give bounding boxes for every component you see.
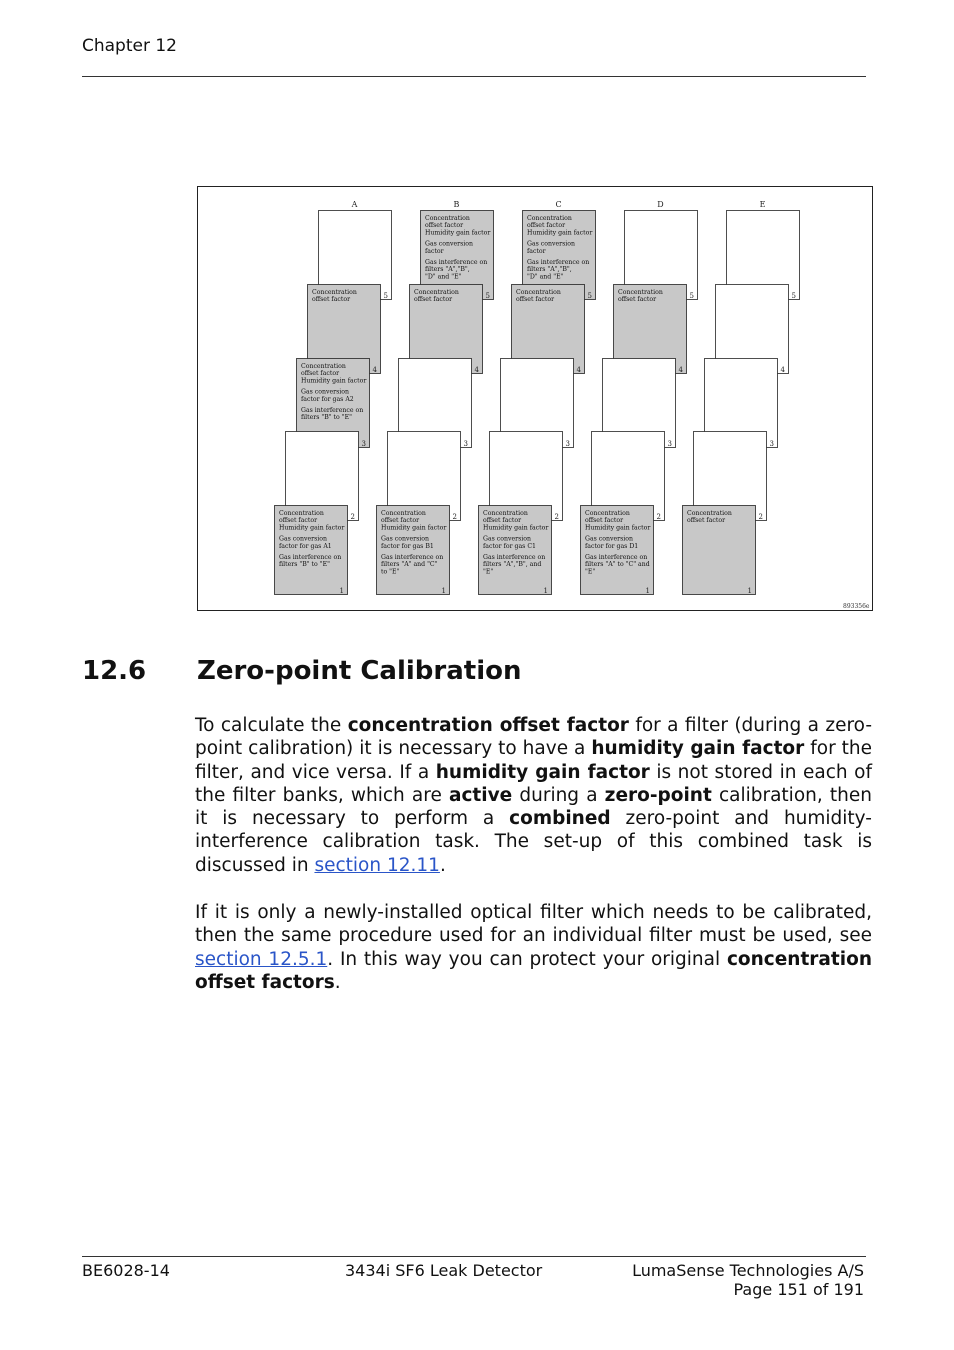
- card-text: offset factor: [381, 517, 420, 525]
- filter-bank-figure: [197, 186, 873, 611]
- card-level-number: 3: [667, 440, 672, 448]
- card-text: Humidity gain factor: [483, 524, 549, 532]
- card-level-number: 3: [769, 440, 774, 448]
- text: . In this way you can protect your original: [327, 948, 727, 970]
- card-text: offset factor: [425, 222, 464, 230]
- card-text: Concentration: [618, 289, 663, 296]
- card-level-number: 5: [587, 292, 592, 300]
- card-text: filters "A","B",: [527, 266, 572, 274]
- card-level-number: 2: [350, 513, 355, 521]
- card-text: offset factor: [483, 517, 522, 525]
- card-level-number: 4: [372, 366, 377, 374]
- card-text: Concentration: [585, 510, 630, 517]
- card-text: factor for gas C1: [483, 542, 536, 550]
- text: for a filter (during a zero-point calibration) it is necessary to have a: [195, 715, 872, 760]
- footer-page: Page 151 of 191: [733, 1280, 864, 1299]
- card-text: offset factor: [527, 222, 566, 230]
- card-text: Humidity gain factor: [279, 524, 345, 532]
- card-text: offset factor: [687, 517, 726, 525]
- card-level-number: 3: [361, 440, 366, 448]
- card-text: Gas conversion: [585, 535, 633, 543]
- card-text: Gas interference on: [381, 554, 444, 561]
- card-level-number: 4: [780, 366, 785, 374]
- card-text: "D" and "E": [527, 273, 564, 281]
- card-text: Concentration: [312, 289, 357, 296]
- card-text: "E": [585, 568, 596, 576]
- card-text: Gas conversion: [279, 535, 327, 543]
- card-level-number: 4: [474, 366, 479, 374]
- card-text: Humidity gain factor: [381, 524, 447, 532]
- paragraph-1: [195, 714, 872, 877]
- card-text: Concentration: [687, 510, 732, 517]
- bold-term: active: [448, 784, 513, 806]
- card-text: Concentration: [381, 510, 426, 517]
- column-label-a: A: [351, 200, 358, 209]
- card-text: filters "B" to "E": [301, 414, 352, 422]
- column-label-b: B: [453, 200, 460, 209]
- card-text: factor: [425, 247, 444, 255]
- card-level-number: 5: [485, 292, 490, 300]
- card-text: Concentration: [425, 215, 470, 222]
- card-text: filters "A" to "C" and: [585, 561, 650, 569]
- text: during a: [512, 784, 605, 806]
- card-text: Concentration: [414, 289, 459, 296]
- card-text: Gas interference on: [425, 259, 488, 266]
- text: calibration, then it is necessary to perform a: [195, 784, 872, 830]
- card-text: Concentration: [527, 215, 572, 222]
- card-level-number: 1: [339, 587, 344, 595]
- card-level-number: 4: [576, 366, 581, 374]
- card-level-number: 1: [747, 587, 752, 595]
- card-text: factor for gas B1: [381, 542, 434, 550]
- column-label-e: E: [759, 200, 766, 209]
- footer-rule: [82, 1256, 866, 1257]
- card-text: Gas interference on: [279, 554, 342, 561]
- card-level-number: 3: [463, 440, 468, 448]
- text: is not stored in each of the filter banks, which are: [195, 761, 872, 806]
- card-text: factor for gas A1: [279, 542, 332, 550]
- header-rule: [82, 76, 866, 77]
- card-text: offset factor: [618, 296, 657, 304]
- card-text: Humidity gain factor: [301, 377, 367, 385]
- text: zero-point and humidity-interference calibration task. The set-up of this combined task is discussed in: [195, 808, 872, 876]
- bold-term: humidity gain factor: [435, 761, 650, 783]
- card-text: Gas conversion: [381, 535, 429, 543]
- text: If it is only a newly-installed optical filter which needs to be calibrated, then the same procedure used for an individual filter must be used, see: [195, 902, 872, 947]
- card-level-number: 4: [678, 366, 683, 374]
- chapter-header: Chapter 12: [82, 36, 178, 56]
- paragraph-2: [195, 901, 872, 994]
- card-text: Gas conversion: [301, 388, 349, 396]
- section-heading: [82, 656, 521, 686]
- bold-term: humidity gain factor: [591, 738, 805, 760]
- bold-term: concentration offset factor: [347, 715, 629, 736]
- text: .: [334, 971, 341, 993]
- column-label-c: C: [555, 200, 562, 209]
- card-text: Gas conversion: [425, 240, 473, 248]
- card-text: filters "A","B", and: [483, 561, 542, 569]
- card-text: factor: [527, 247, 546, 255]
- card-text: filters "A","B",: [425, 266, 470, 274]
- card-level-number: 1: [645, 587, 650, 595]
- card-level-number: 5: [383, 292, 388, 300]
- card-level-number: 2: [554, 513, 559, 521]
- card-level-number: 1: [543, 587, 548, 595]
- footer-doc-id: BE6028-14: [82, 1261, 170, 1280]
- card-text: factor for gas A2: [301, 395, 354, 403]
- section-number: 12.6: [82, 656, 147, 686]
- section-link-12-11[interactable]: section 12.11: [314, 854, 440, 876]
- card-text: offset factor: [301, 370, 340, 378]
- text: To calculate the: [195, 715, 348, 736]
- filter-bank-diagram: [197, 186, 873, 611]
- card-text: Gas conversion: [483, 535, 531, 543]
- card-text: Concentration: [516, 289, 561, 296]
- card-text: filters "A" and "C": [381, 561, 438, 569]
- card-level-number: 1: [441, 587, 446, 595]
- card-text: factor for gas D1: [585, 542, 639, 550]
- card-text: offset factor: [279, 517, 318, 525]
- card-text: offset factor: [585, 517, 624, 525]
- card-level-number: 5: [689, 292, 694, 300]
- card-text: offset factor: [414, 296, 453, 304]
- card-text: Gas interference on: [301, 407, 364, 414]
- card-level-number: 2: [656, 513, 661, 521]
- bold-term: combined: [509, 808, 611, 830]
- bold-term: zero-point: [604, 784, 712, 806]
- column-label-d: D: [657, 200, 664, 209]
- card-text: Concentration: [301, 363, 346, 370]
- card-text: Gas interference on: [585, 554, 648, 561]
- card-level-number: 3: [565, 440, 570, 448]
- card-text: Gas interference on: [527, 259, 590, 266]
- figure-ref: 893356e: [843, 603, 870, 610]
- card-text: "E": [483, 568, 494, 576]
- card-text: offset factor: [312, 296, 351, 304]
- section-title: Zero-point Calibration: [197, 656, 522, 686]
- footer-product: 3434i SF6 Leak Detector: [345, 1261, 543, 1280]
- section-link-12-5-1[interactable]: section 12.5.1: [195, 948, 328, 970]
- card-text: to "E": [381, 568, 400, 576]
- card-level-number: 2: [452, 513, 457, 521]
- card-text: Concentration: [483, 510, 528, 517]
- card-text: Concentration: [279, 510, 324, 517]
- footer-company: LumaSense Technologies A/S: [632, 1261, 864, 1280]
- card-text: offset factor: [516, 296, 555, 304]
- card-text: "D" and "E": [425, 273, 462, 281]
- card-level-number: 2: [758, 513, 763, 521]
- text: for the filter, and vice versa. If a: [195, 738, 872, 783]
- text: .: [439, 854, 446, 876]
- bold-term: concentration offset factors: [195, 948, 872, 993]
- card-text: Gas interference on: [483, 554, 546, 561]
- card-text: Gas conversion: [527, 240, 575, 248]
- card-text: Humidity gain factor: [527, 229, 593, 237]
- card-level-number: 5: [791, 292, 796, 300]
- card-text: Humidity gain factor: [585, 524, 651, 532]
- card-text: Humidity gain factor: [425, 229, 491, 237]
- card-text: filters "B" to "E": [279, 561, 330, 569]
